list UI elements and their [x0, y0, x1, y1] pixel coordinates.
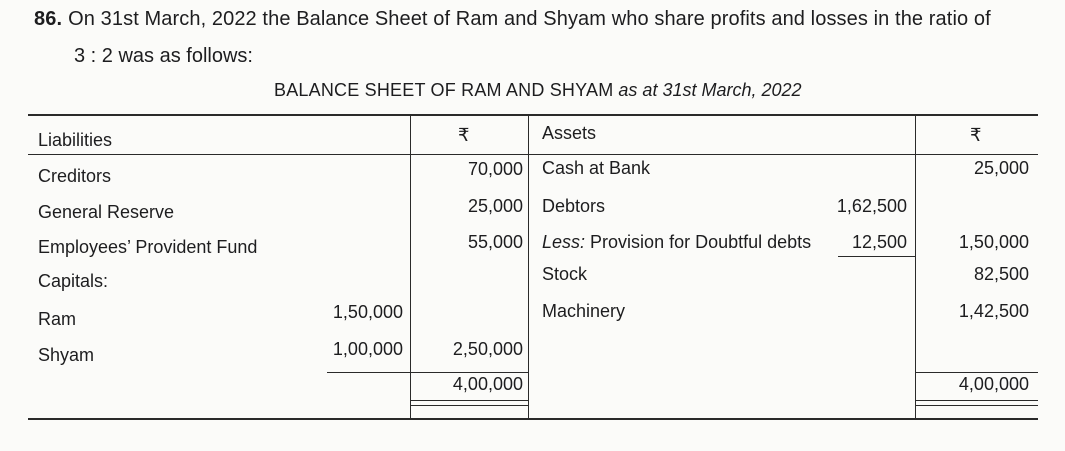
title-caps: BALANCE SHEET OF RAM AND SHYAM — [274, 80, 614, 100]
ram-capital: 1,50,000 — [332, 302, 403, 322]
provision-subtotal-rule — [838, 256, 915, 257]
debtors-gross: 1,62,500 — [836, 196, 907, 216]
capital-subtotal-rule — [327, 372, 410, 373]
header-rule — [28, 154, 1038, 155]
capitals-total: 2,50,000 — [452, 339, 523, 359]
machinery-label: Machinery — [542, 301, 626, 321]
asset-total-rule-bottom-2 — [915, 405, 1038, 406]
question-number: 86. — [34, 8, 63, 30]
table-top-rule — [28, 114, 1038, 116]
liab-total-rule-bottom-2 — [410, 405, 528, 406]
debtors-net: 1,50,000 — [958, 232, 1029, 252]
header-assets: Assets — [542, 123, 597, 143]
liabilities-total: 4,00,000 — [452, 374, 523, 394]
cash-label: Cash at Bank — [542, 158, 651, 178]
question-text: On 31st March, 2022 the Balance Sheet of Ram and Shyam who share profits and losses in the ratio of — [68, 8, 991, 30]
header-liabilities: Liabilities — [38, 130, 113, 150]
header-rupee-right: ₹ — [970, 125, 982, 145]
header-rupee-left: ₹ — [458, 125, 470, 145]
debtors-label: Debtors — [542, 196, 606, 216]
shyam-label: Shyam — [38, 345, 95, 365]
cash-amount: 25,000 — [973, 158, 1029, 178]
title-date: as at 31st March, 2022 — [618, 80, 802, 100]
creditors-label: Creditors — [38, 166, 112, 186]
general-reserve-amount: 25,000 — [467, 196, 523, 216]
asset-total-rule-bottom-1 — [915, 400, 1038, 401]
epf-amount: 55,000 — [467, 232, 523, 252]
general-reserve-label: General Reserve — [38, 202, 175, 222]
less-label: Less: — [542, 232, 586, 252]
provision-label: Provision for Doubtful debts — [590, 232, 812, 252]
provision-amount: 12,500 — [851, 232, 907, 252]
liab-total-rule-bottom-1 — [410, 400, 528, 401]
machinery-amount: 1,42,500 — [958, 301, 1029, 321]
provision-row — [542, 231, 811, 253]
balance-sheet-title — [274, 80, 802, 101]
col-divider-2 — [528, 115, 529, 418]
table-bottom-rule — [28, 418, 1038, 420]
question-line-2: 3 : 2 was as follows: — [74, 45, 253, 67]
capitals-label: Capitals: — [38, 271, 109, 291]
stock-label: Stock — [542, 264, 588, 284]
stock-amount: 82,500 — [973, 264, 1029, 284]
question-line-1 — [34, 8, 991, 31]
creditors-amount: 70,000 — [467, 159, 523, 179]
ram-label: Ram — [38, 309, 77, 329]
assets-total: 4,00,000 — [958, 374, 1029, 394]
epf-label: Employees’ Provident Fund — [38, 237, 258, 257]
shyam-capital: 1,00,000 — [332, 339, 403, 359]
